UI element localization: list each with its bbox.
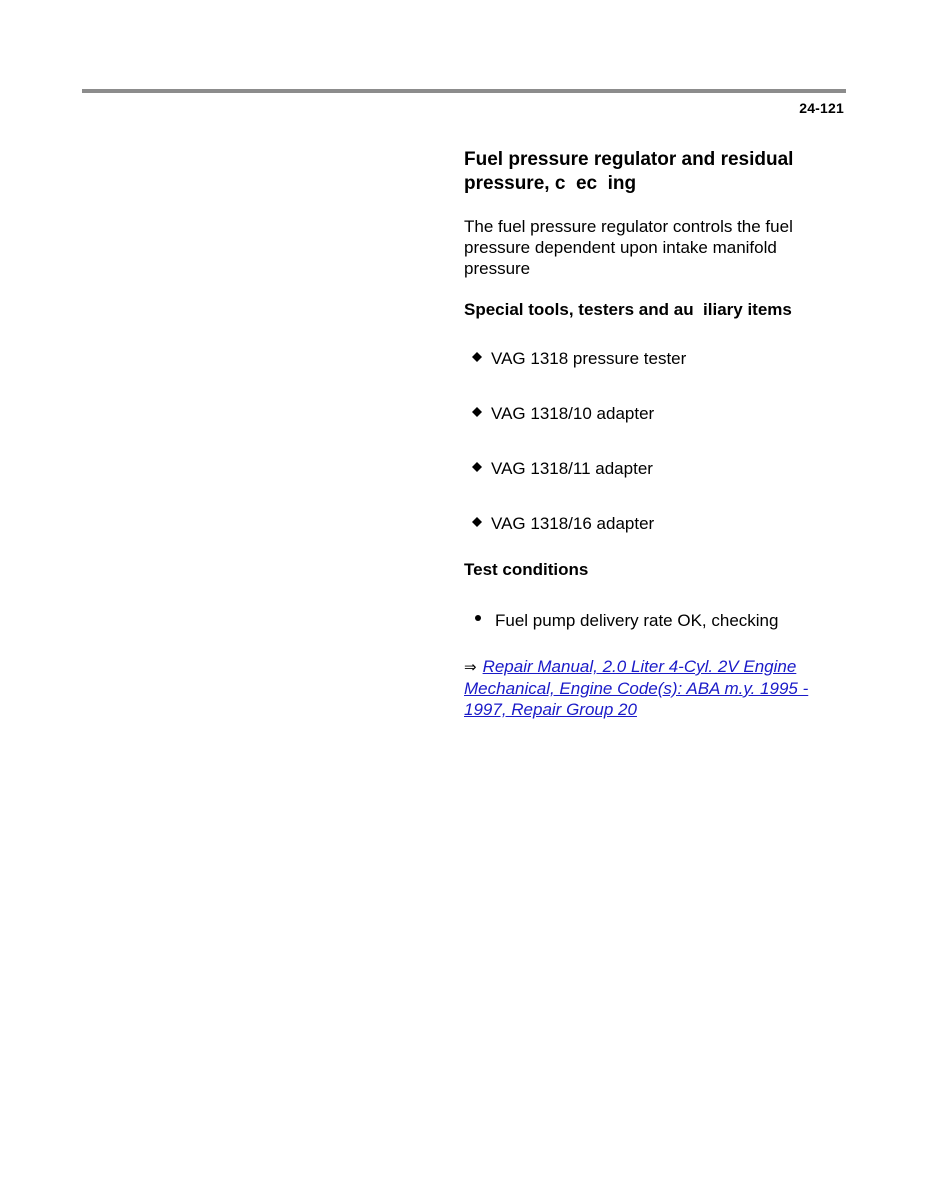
diamond-icon xyxy=(471,461,483,473)
tool-label: VAG 1318 pressure tester xyxy=(491,349,687,368)
bullet-icon xyxy=(475,615,481,621)
tools-list xyxy=(464,348,844,534)
main-content xyxy=(464,148,844,720)
diamond-icon xyxy=(471,516,483,528)
section-title: Fuel pressure regulator and residual pressure, c ec ing xyxy=(464,149,794,194)
reference-line xyxy=(464,656,844,720)
list-item xyxy=(464,610,844,631)
list-item xyxy=(464,348,844,369)
diamond-icon xyxy=(471,406,483,418)
tool-label: VAG 1318/11 adapter xyxy=(491,459,653,478)
tool-label: VAG 1318/16 adapter xyxy=(491,514,655,533)
diamond-icon xyxy=(471,351,483,363)
page-number: 24-121 xyxy=(799,100,844,116)
intro-paragraph: The fuel pressure regulator controls the fuel pressure dependent upon intake manifold pressure xyxy=(464,217,793,278)
list-item xyxy=(464,458,844,479)
list-item xyxy=(464,513,844,534)
tool-label: VAG 1318/10 adapter xyxy=(491,404,655,423)
repair-manual-link[interactable]: Repair Manual, 2.0 Liter 4-Cyl. 2V Engine Mechanical, Engine Code(s): ABA m.y. 1995 - 1997, Repair Group 20 xyxy=(464,657,809,719)
conditions-heading: Test conditions xyxy=(464,560,589,579)
conditions-list xyxy=(464,610,844,631)
condition-label: Fuel pump delivery rate OK, checking xyxy=(495,611,779,630)
header-rule xyxy=(82,89,846,93)
arrow-right-icon: ⇒ xyxy=(464,658,477,676)
tools-heading: Special tools, testers and au iliary items xyxy=(464,300,792,319)
list-item xyxy=(464,403,844,424)
